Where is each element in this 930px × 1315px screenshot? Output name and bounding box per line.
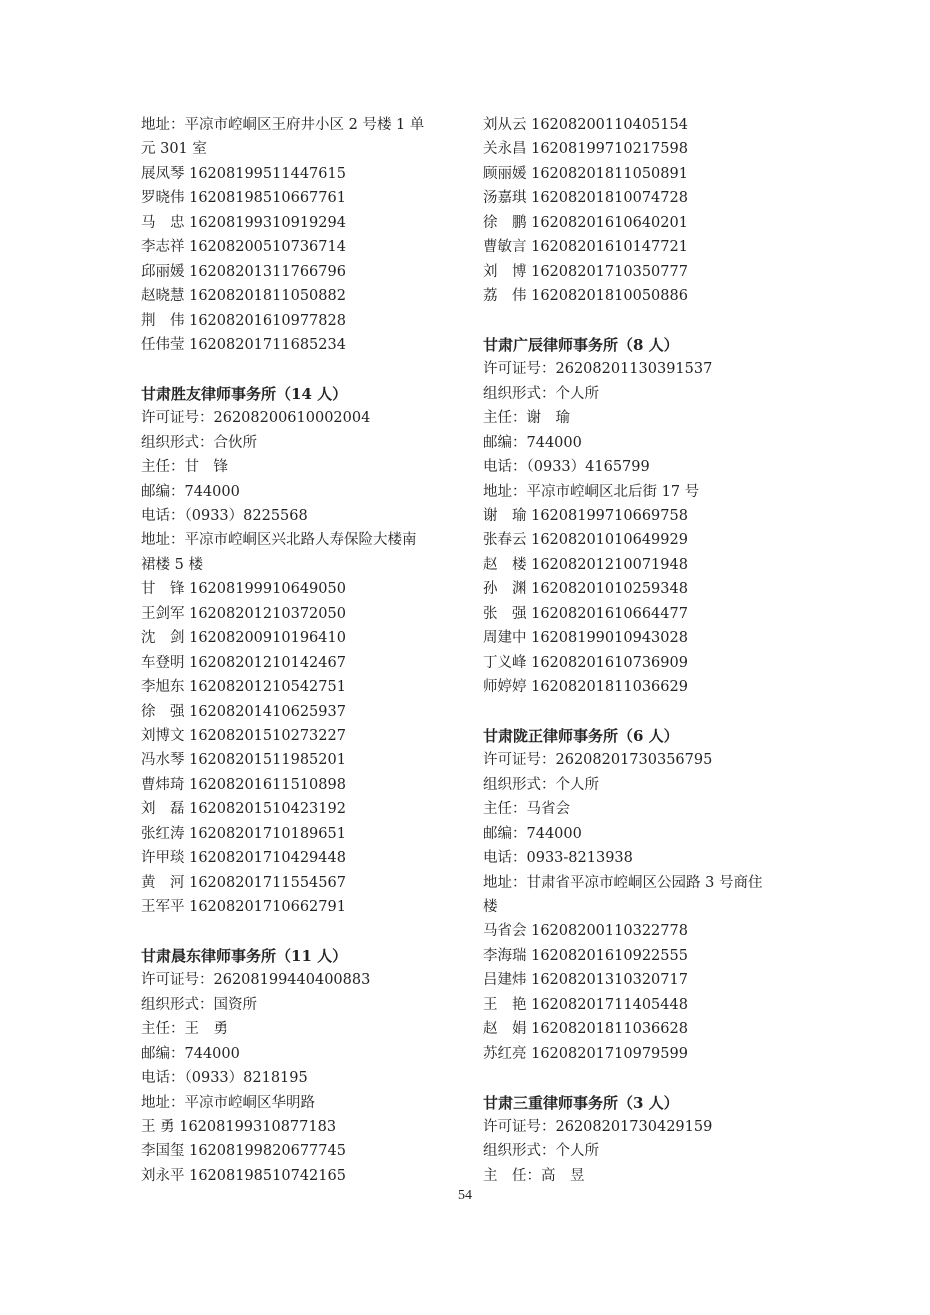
text-line: 任伟莹 16208201711685234 — [141, 336, 346, 353]
text-line: 刘永平 16208198510742165 — [141, 1167, 346, 1184]
text-line: 组织形式：合伙所 — [141, 434, 257, 451]
text-line: 周建中 16208199010943028 — [483, 630, 688, 647]
text-line: 元 301 室 — [141, 141, 207, 158]
text-line: 张春云 16208201010649929 — [483, 532, 688, 549]
text-line: 邮编：744000 — [483, 825, 582, 842]
text-line: 吕建炜 16208201310320717 — [483, 972, 688, 989]
text-line: 赵 娟 16208201811036628 — [483, 1021, 688, 1038]
right-column — [483, 113, 803, 1188]
text-line: 电话：0933-8213938 — [483, 850, 633, 867]
text-line: 刘博文 16208201510273227 — [141, 727, 346, 744]
text-line: 丁义峰 16208201610736909 — [483, 654, 688, 671]
text-line: 地址：平凉市崆峒区兴北路人寿保险大楼南 — [141, 532, 417, 549]
text-line: 曹炜琦 16208201611510898 — [141, 776, 346, 793]
text-line: 师婷婷 16208201811036629 — [483, 679, 688, 696]
text-line: 李海瑞 16208201610922555 — [483, 947, 688, 964]
text-line: 刘 磊 16208201510423192 — [141, 801, 346, 818]
text-line: 黄 河 16208201711554567 — [141, 874, 346, 891]
text-line: 展凤琴 16208199511447615 — [141, 165, 346, 182]
text-line: 汤嘉琪 16208201810074728 — [483, 190, 688, 207]
text-line: 关永昌 16208199710217598 — [483, 141, 688, 158]
text-line: 张 强 16208201610664477 — [483, 605, 688, 622]
text-line: 组织形式：个人所 — [483, 1143, 599, 1160]
text-line: 李志祥 16208200510736714 — [141, 239, 346, 256]
firm-heading: 甘肃陇正律师事务所（6 人） — [483, 726, 679, 745]
text-line: 组织形式：个人所 — [483, 776, 599, 793]
text-line: 王剑军 16208201210372050 — [141, 605, 346, 622]
firm-heading: 甘肃胜友律师事务所（14 人） — [141, 384, 348, 403]
firm-heading: 甘肃三重律师事务所（3 人） — [483, 1093, 679, 1112]
text-line: 王军平 16208201710662791 — [141, 899, 346, 915]
text-line: 荆 伟 16208201610977828 — [141, 312, 346, 329]
text-line: 电话：（0933）4165799 — [483, 459, 650, 476]
text-line: 邮编：744000 — [141, 1045, 240, 1062]
text-line: 车登明 16208201210142467 — [141, 654, 346, 671]
text-line: 赵 楼 16208201210071948 — [483, 556, 688, 573]
text-line: 沈 剑 16208200910196410 — [141, 630, 346, 647]
text-line: 电话：（0933）8218195 — [141, 1070, 308, 1087]
text-line: 邮编：744000 — [141, 483, 240, 500]
text-line: 许可证号：26208201730356795 — [483, 752, 713, 769]
text-line: 顾丽媛 16208201811050891 — [483, 165, 688, 182]
text-line: 许可证号：26208200610002004 — [141, 410, 371, 427]
text-line: 马省会 16208200110322778 — [483, 923, 688, 940]
text-line: 苏红亮 16208201710979599 — [483, 1045, 688, 1062]
section-gap — [141, 919, 461, 943]
text-line: 主任：甘 锋 — [141, 459, 228, 476]
section-gap — [483, 1066, 803, 1090]
text-line: 主任：马省会 — [483, 801, 570, 818]
text-line: 许可证号：26208201730429159 — [483, 1118, 713, 1135]
text-line: 徐 强 16208201410625937 — [141, 703, 346, 720]
text-line: 王 勇 16208199310877183 — [141, 1118, 337, 1135]
text-line: 罗晓伟 16208198510667761 — [141, 190, 346, 207]
firm-heading: 甘肃晨东律师事务所（11 人） — [141, 946, 348, 965]
text-line: 主任：王 勇 — [141, 1021, 228, 1038]
section-gap — [141, 357, 461, 381]
text-line: 孙 渊 16208201010259348 — [483, 581, 688, 598]
text-line: 组织形式：个人所 — [483, 385, 599, 402]
text-line: 刘 博 16208201710350777 — [483, 263, 688, 280]
text-line: 主任：谢 瑜 — [483, 410, 570, 427]
text-line: 楼 — [483, 899, 498, 915]
text-line: 地址：平凉市崆峒区华明路 — [141, 1094, 315, 1111]
text-line: 李国玺 16208199820677745 — [141, 1143, 346, 1160]
text-line: 邱丽媛 16208201311766796 — [141, 263, 346, 280]
text-line: 邮编：744000 — [483, 434, 582, 451]
text-line: 地址：平凉市崆峒区北后街 17 号 — [483, 483, 700, 500]
text-line: 甘 锋 16208199910649050 — [141, 581, 346, 598]
firm-heading: 甘肃广辰律师事务所（8 人） — [483, 335, 679, 354]
text-line: 李旭东 16208201210542751 — [141, 679, 346, 696]
text-line: 电话：（0933）8225568 — [141, 508, 308, 524]
text-line: 裙楼 5 楼 — [141, 556, 203, 573]
text-line: 马 忠 16208199310919294 — [141, 214, 346, 231]
text-line: 许可证号：26208199440400883 — [141, 972, 371, 989]
text-line: 徐 鹏 16208201610640201 — [483, 214, 688, 231]
text-line: 许甲琰 16208201710429448 — [141, 850, 346, 867]
text-line: 王 艳 16208201711405448 — [483, 996, 688, 1013]
text-line: 组织形式：国资所 — [141, 996, 257, 1013]
page-number: 54 — [458, 1188, 472, 1203]
text-line: 刘从云 16208200110405154 — [483, 117, 688, 133]
text-line: 许可证号：26208201130391537 — [483, 361, 713, 378]
text-line: 地址：甘肃省平凉市崆峒区公园路 3 号商住 — [483, 874, 763, 891]
section-gap — [483, 700, 803, 724]
text-line: 冯水琴 16208201511985201 — [141, 752, 346, 769]
text-line: 张红涛 16208201710189651 — [141, 825, 346, 842]
text-line: 主 任：高 昱 — [483, 1167, 585, 1184]
text-line: 荔 伟 16208201810050886 — [483, 288, 688, 305]
text-line: 曹敏言 16208201610147721 — [483, 239, 688, 256]
text-line: 谢 瑜 16208199710669758 — [483, 508, 688, 524]
left-column — [141, 113, 461, 1188]
text-line: 赵晓慧 16208201811050882 — [141, 288, 346, 305]
text-line: 地址：平凉市崆峒区王府井小区 2 号楼 1 单 — [141, 117, 425, 133]
section-gap — [483, 309, 803, 333]
